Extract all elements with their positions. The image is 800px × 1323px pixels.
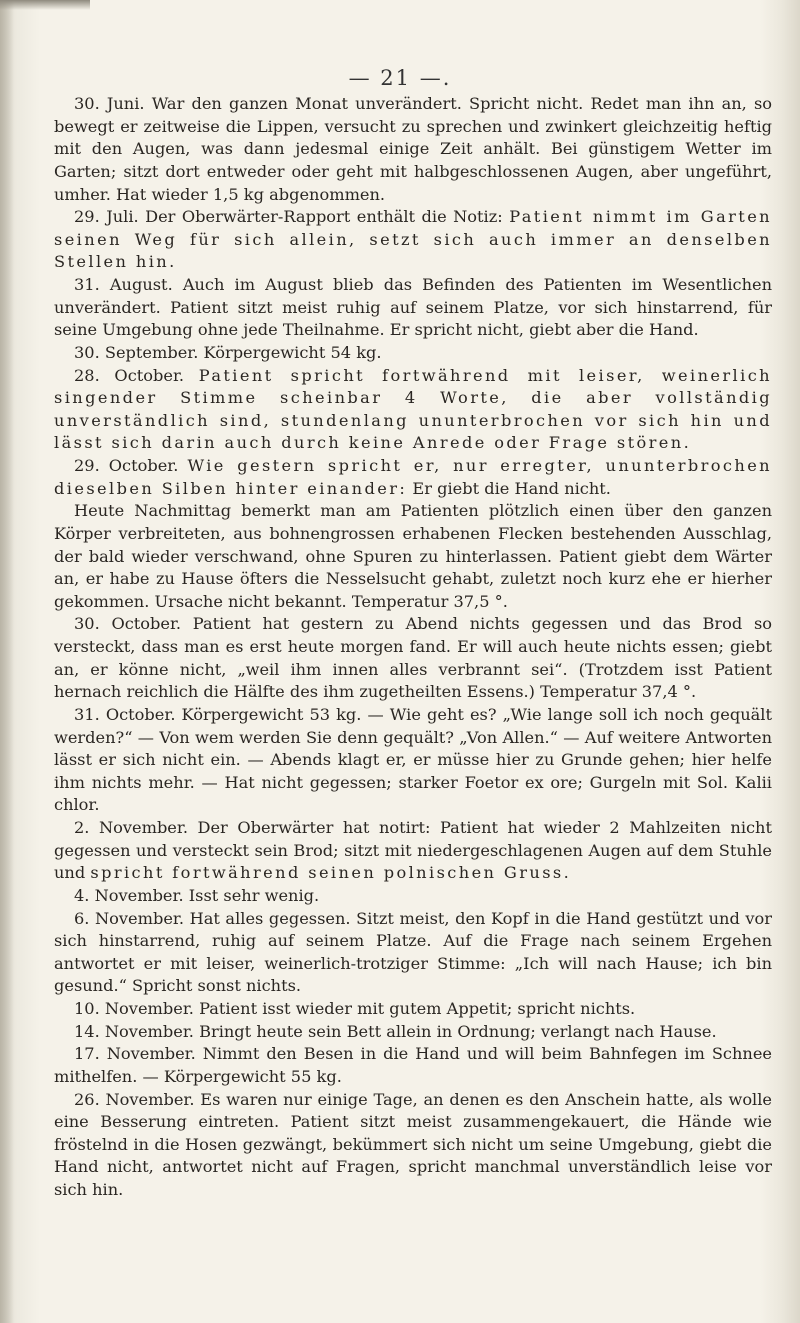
- paragraph-text: 29. October.: [74, 456, 188, 475]
- paragraph-text: Heute Nachmittag bemerkt man am Patienten plötzlich einen über den ganzen Körper verbreiteten, aus bohnengrossen erhabenen Flecken bestehenden Ausschlag, der bald wieder verschwand, ohne Spuren zu hinterlassen. Patient giebt dem Wärter an, er habe zu Hause öfters die Nesselsucht gehabt, zuletzt noch kurz ehe er hierher gekommen. Ursache nicht bekannt. Temperatur 37,5 °.: [54, 501, 772, 611]
- page-body: [54, 93, 772, 1202]
- entry-paragraph: [54, 613, 772, 704]
- entry-paragraph: [54, 500, 772, 613]
- paragraph-text: 30. October. Patient hat gestern zu Abend nichts gegessen und das Brod so versteckt, dass man es erst heute morgen fand. Er will auch heute nichts essen; giebt an, er könne nicht, „weil ihm innen alles verbrannt sei“. (Trotzdem isst Patient hernach reichlich die Hälfte des ihm zugetheilten Essens.) Temperatur 37,4 °.: [54, 614, 772, 702]
- entry-paragraph: [54, 908, 772, 999]
- entry-paragraph: [54, 365, 772, 456]
- paragraph-text: 30. September. Körpergewicht 54 kg.: [74, 342, 382, 362]
- entry-paragraph: [54, 704, 772, 817]
- page-number: — 21 —.: [348, 66, 452, 90]
- paragraph-text: 14. November. Bringt heute sein Bett allein in Ordnung; verlangt nach Hause.: [74, 1021, 717, 1041]
- page-shadow-edge: [0, 0, 14, 1323]
- paragraph-text: 4. November. Isst sehr wenig.: [74, 885, 320, 905]
- paragraph-text: 31. October. Körpergewicht 53 kg. — Wie geht es? „Wie lange soll ich noch gequält werden?“ — Von wem werden Sie denn gequält? „Von Allen.“ — Auf weitere Antworten lässt er sich nicht ein. — Abends klagt er, er müsse hier zu Grunde gehen; hier helfe ihm nichts mehr. — Hat nicht gegessen; starker Foetor ex ore; Gurgeln mit Sol. Kalii chlor.: [54, 704, 772, 815]
- entry-paragraph: [54, 1021, 772, 1044]
- spaced-emphasis-text: Wie gestern spricht er, nur erregter, ununterbrochen dieselben Silben hinter einander:: [54, 456, 772, 498]
- paragraph-text: 31. August. Auch im August blieb das Befinden des Patienten im Wesentlichen unverändert. Patient sitzt meist ruhig auf seinem Platze, vor sich hinstarrend, für seine Umgebung ohne jede Theilnahme. Er spricht nicht, giebt aber die Hand.: [54, 275, 772, 340]
- paragraph-text: 2. November. Der Oberwärter hat notirt: Patient hat wieder 2 Mahlzeiten nicht gegessen und versteckt sein Brod; sitzt mit niedergeschlagenen Augen auf dem Stuhle und: [54, 818, 772, 883]
- entry-paragraph: [54, 342, 772, 365]
- spaced-emphasis-text: Patient spricht fortwährend mit leiser, weinerlich singender Stimme scheinbar 4 Worte, die aber vollständig unverständlich sind, stundenlang ununterbrochen vor sich hin und lässt sich darin auch durch keine Anrede oder Frage stören.: [54, 365, 772, 453]
- entry-paragraph: [54, 998, 772, 1021]
- page-corner-shadow: [0, 0, 90, 10]
- entry-paragraph: [54, 93, 772, 206]
- entry-paragraph: [54, 1089, 772, 1202]
- entry-paragraph: [54, 885, 772, 908]
- entry-paragraph: [54, 455, 772, 500]
- entry-paragraph: [54, 274, 772, 342]
- spaced-emphasis-text: spricht fortwährend seinen polnischen Gruss.: [90, 863, 572, 883]
- spaced-emphasis-text: Patient nimmt im Garten seinen Weg für sich allein, setzt sich auch immer an denselben Stellen hin.: [54, 207, 772, 272]
- paragraph-text: 10. November. Patient isst wieder mit gutem Appetit; spricht nichts.: [74, 999, 636, 1018]
- entry-paragraph: [54, 817, 772, 885]
- paragraph-text: 17. November. Nimmt den Besen in die Hand und will beim Bahnfegen im Schnee mithelfen. — Körpergewicht 55 kg.: [54, 1044, 772, 1086]
- paragraph-text: 26. November. Es waren nur einige Tage, an denen es den Anschein hatte, als wolle eine Besserung eintreten. Patient sitzt meist zusammengekauert, die Hände wie fröstelnd in die Hosen gezwängt, bekümmert sich nicht um seine Umgebung, giebt die Hand nicht, antwortet nicht auf Fragen, spricht manchmal unverständlich leise vor sich hin.: [54, 1089, 772, 1199]
- paragraph-text: 30. Juni. War den ganzen Monat unverändert. Spricht nicht. Redet man ihn an, so bewegt er zeitweise die Lippen, versucht zu sprechen und zwinkert gleichzeitig heftig mit den Augen, was dann jedesmal einige Zeit anhält. Bei günstigem Wetter im Garten; sitzt dort entweder oder geht mit halbgeschlossenen Augen, aber ungeführt, umher. Hat wieder 1,5 kg abgenommen.: [54, 94, 772, 204]
- paragraph-text: 28. October.: [74, 365, 199, 385]
- paragraph-text: 29. Juli. Der Oberwärter-Rapport enthält die Notiz:: [74, 207, 510, 227]
- entry-paragraph: [54, 206, 772, 274]
- paragraph-text: Er giebt die Hand nicht.: [407, 478, 611, 498]
- entry-paragraph: [54, 1043, 772, 1088]
- paragraph-text: 6. November. Hat alles gegessen. Sitzt meist, den Kopf in die Hand gestützt und vor sich hinstarrend, ruhig auf seinem Platze. Auf die Frage nach seinem Ergehen antwortet er mit leiser, weinerlich-trotziger Stimme: „Ich will nach Hause; ich bin gesund.“ Spricht sonst nichts.: [54, 908, 772, 996]
